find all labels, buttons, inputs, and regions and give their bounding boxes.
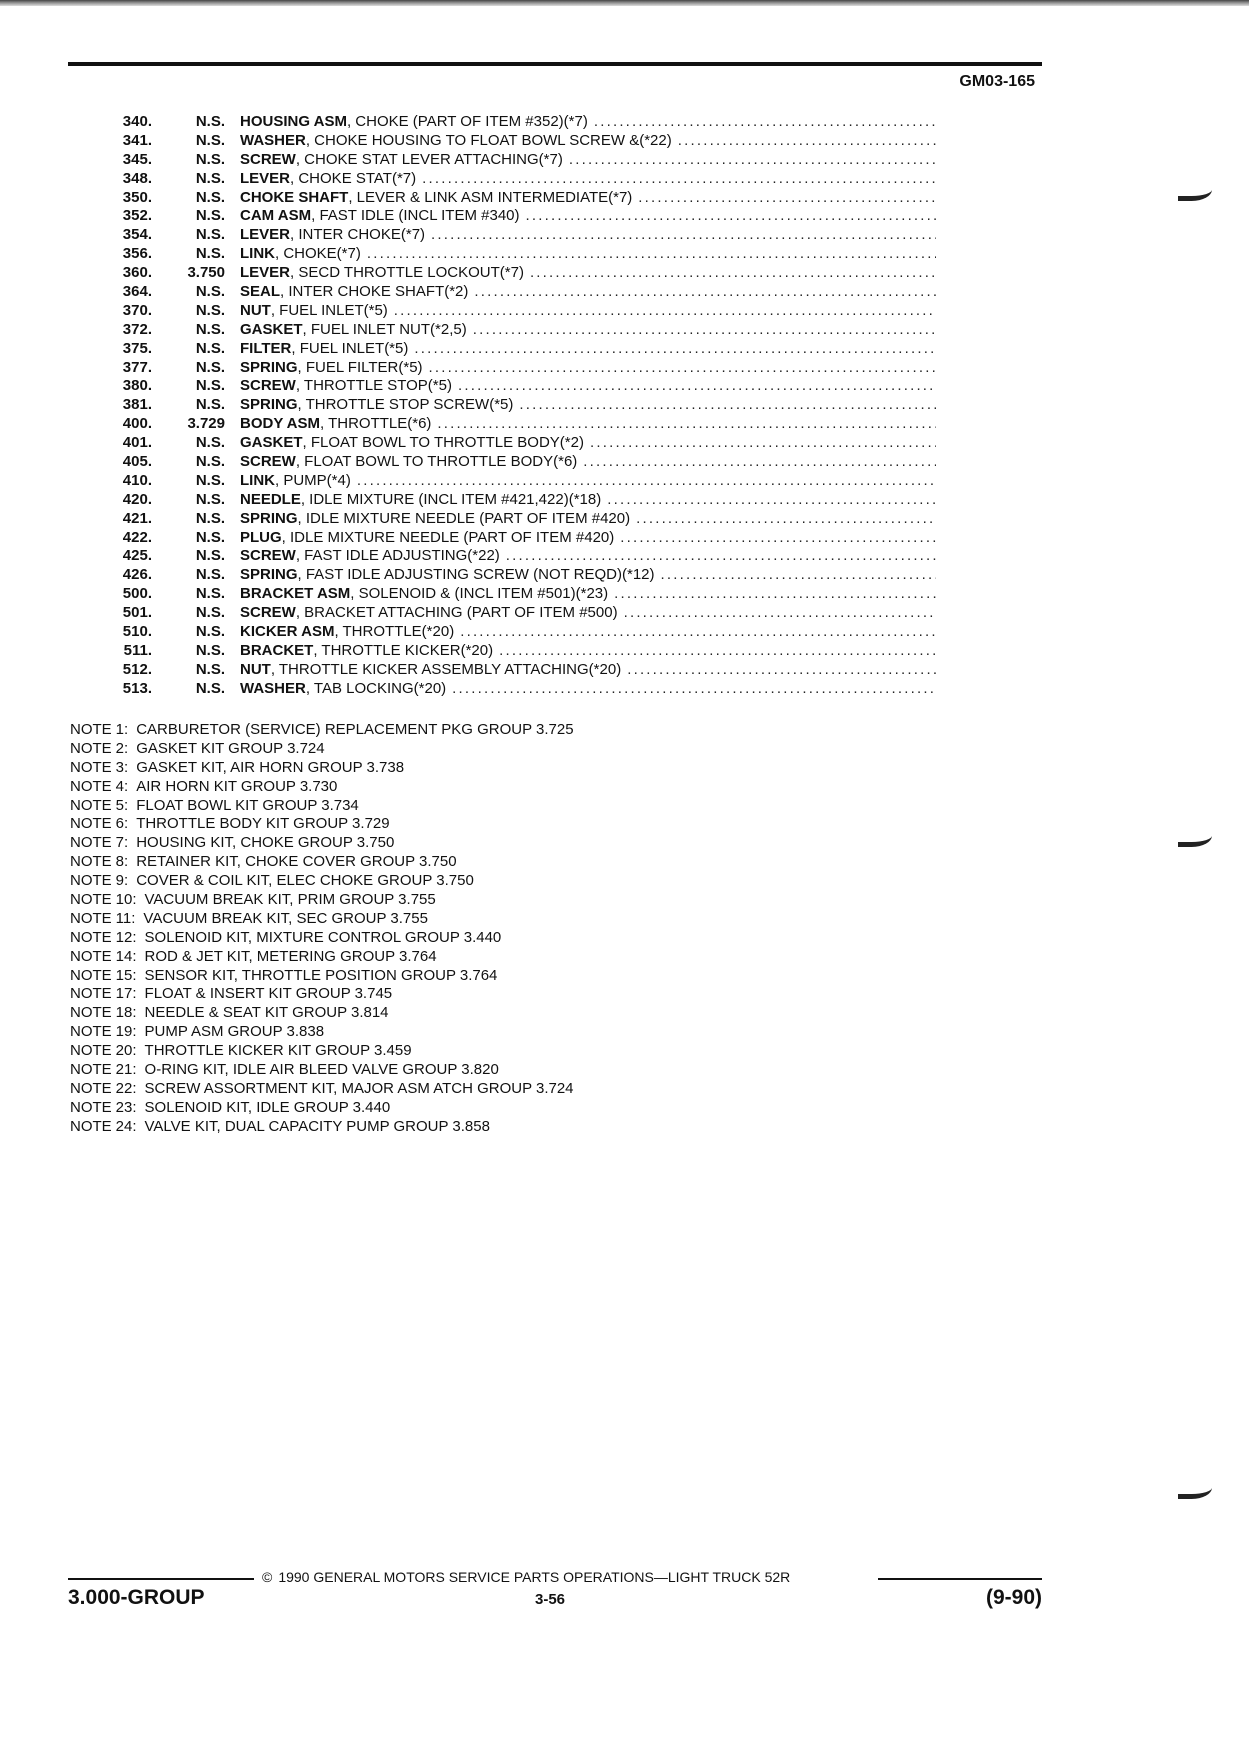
note-row [70, 778, 870, 797]
note-number: 20: [115, 1042, 137, 1060]
part-name: SCREW [240, 604, 296, 622]
part-group: N.S. [195, 604, 225, 622]
part-row [100, 510, 936, 529]
note-label: NOTE [70, 815, 112, 833]
part-row [100, 226, 936, 245]
note-text: HOUSING KIT, CHOKE GROUP 3.750 [136, 834, 395, 852]
note-number: 10: [115, 891, 137, 909]
part-number: 360. [122, 264, 152, 282]
scan-edge [0, 0, 1249, 6]
part-number: 356. [122, 245, 152, 263]
note-number: 18: [115, 1004, 137, 1022]
footer-date: (9-90) [985, 1586, 1042, 1609]
note-number: 3: [115, 758, 129, 776]
part-number: 511. [123, 641, 152, 659]
part-name: BRACKET [240, 641, 314, 659]
part-number: 354. [122, 226, 152, 244]
dot-leader [367, 245, 936, 264]
dot-leader [607, 491, 936, 510]
note-row [70, 759, 870, 778]
part-number: 372. [122, 320, 152, 338]
dot-leader [473, 321, 936, 340]
part-group: N.S. [195, 641, 225, 659]
part-description: , SOLENOID & (INCL ITEM #501)(*23) [350, 585, 609, 603]
note-number: 7: [115, 834, 129, 852]
note-row [70, 872, 870, 891]
part-description: , FAST IDLE (INCL ITEM #340) [311, 207, 520, 225]
part-name: SPRING [240, 396, 298, 414]
part-group: N.S. [195, 207, 225, 225]
part-number: 345. [122, 150, 152, 168]
note-label: NOTE [70, 1079, 112, 1097]
footer-rule-right [878, 1578, 1042, 1580]
dot-leader [422, 170, 936, 189]
part-group: N.S. [195, 358, 225, 376]
note-label: NOTE [70, 1042, 112, 1060]
part-name: GASKET [240, 320, 303, 338]
part-number: 377. [122, 358, 152, 376]
part-name: BODY ASM [240, 415, 321, 433]
binder-hole-mark [1178, 1480, 1212, 1499]
part-group: N.S. [195, 283, 225, 301]
part-number: 400. [122, 415, 152, 433]
part-description: , SECD THROTTLE LOCKOUT(*7) [290, 264, 524, 282]
part-group: N.S. [195, 150, 225, 168]
document-id: GM03-165 [959, 73, 1035, 90]
part-number: 350. [122, 188, 152, 206]
part-group: N.S. [195, 623, 225, 641]
dot-leader [583, 453, 936, 472]
note-row [70, 1080, 870, 1099]
part-description: , THROTTLE STOP SCREW(*5) [297, 396, 514, 414]
note-row [70, 891, 870, 910]
part-number: 426. [122, 566, 152, 584]
footer-rule-left [68, 1578, 254, 1580]
part-number: 501. [122, 604, 152, 622]
part-group: N.S. [195, 131, 225, 149]
part-group: N.S. [195, 377, 225, 395]
part-description: , THROTTLE(*20) [334, 623, 455, 641]
note-label: NOTE [70, 928, 112, 946]
note-number: 5: [115, 796, 129, 814]
part-name: SCREW [240, 150, 296, 168]
part-row [100, 604, 936, 623]
note-number: 21: [115, 1061, 137, 1079]
note-row [70, 1061, 870, 1080]
part-row [100, 189, 936, 208]
part-row [100, 113, 936, 132]
dot-leader [526, 207, 936, 226]
note-text: NEEDLE & SEAT KIT GROUP 3.814 [144, 1004, 389, 1022]
note-label: NOTE [70, 1117, 112, 1135]
part-number: 410. [122, 471, 152, 489]
note-row [70, 967, 870, 986]
part-description: , TAB LOCKING(*20) [305, 679, 447, 697]
part-row [100, 396, 936, 415]
part-name: CHOKE SHAFT [240, 188, 349, 206]
dot-leader [636, 510, 936, 529]
part-name: LEVER [240, 264, 291, 282]
part-description: , THROTTLE(*6) [320, 415, 432, 433]
part-number: 425. [122, 547, 152, 565]
note-text: RETAINER KIT, CHOKE COVER GROUP 3.750 [136, 853, 457, 871]
part-row [100, 661, 936, 680]
part-name: WASHER [240, 131, 306, 149]
part-name: PLUG [240, 528, 282, 546]
note-text: SOLENOID KIT, IDLE GROUP 3.440 [144, 1098, 391, 1116]
part-name: SPRING [240, 509, 298, 527]
part-name: HOUSING ASM [240, 113, 347, 130]
part-group: N.S. [195, 509, 225, 527]
note-label: NOTE [70, 909, 112, 927]
dot-leader [429, 359, 936, 378]
note-label: NOTE [70, 796, 112, 814]
part-description: , INTER CHOKE(*7) [290, 226, 426, 244]
part-description: , BRACKET ATTACHING (PART OF ITEM #500) [295, 604, 618, 622]
note-label: NOTE [70, 985, 112, 1003]
note-number: 8: [115, 853, 129, 871]
part-number: 500. [122, 585, 152, 603]
note-label: NOTE [70, 966, 112, 984]
part-name: SPRING [240, 566, 298, 584]
note-text: FLOAT & INSERT KIT GROUP 3.745 [144, 985, 393, 1003]
part-group: N.S. [195, 471, 225, 489]
part-number: 513. [122, 679, 152, 697]
part-name: NUT [240, 660, 271, 678]
part-row [100, 415, 936, 434]
note-text: GASKET KIT, AIR HORN GROUP 3.738 [136, 758, 405, 776]
dot-leader [638, 189, 936, 208]
note-row [70, 721, 870, 740]
part-group: N.S. [195, 585, 225, 603]
note-number: 12: [115, 928, 137, 946]
dot-leader [594, 113, 936, 132]
note-label: NOTE [70, 1004, 112, 1022]
part-number: 421. [122, 509, 152, 527]
part-description: , CHOKE (PART OF ITEM #352)(*7) [346, 113, 588, 130]
part-group: N.S. [195, 320, 225, 338]
note-row [70, 985, 870, 1004]
part-group: N.S. [195, 566, 225, 584]
part-name: SCREW [240, 377, 296, 395]
part-group: N.S. [195, 339, 225, 357]
note-label: NOTE [70, 1098, 112, 1116]
dot-leader [460, 623, 936, 642]
note-row [70, 1004, 870, 1023]
note-number: 15: [115, 966, 137, 984]
note-text: SENSOR KIT, THROTTLE POSITION GROUP 3.764 [144, 966, 498, 984]
part-group: N.S. [195, 453, 225, 471]
dot-leader [437, 415, 936, 434]
dot-leader [620, 529, 936, 548]
note-label: NOTE [70, 1061, 112, 1079]
part-row [100, 207, 936, 226]
note-text: THROTTLE KICKER KIT GROUP 3.459 [144, 1042, 412, 1060]
part-description: , FAST IDLE ADJUSTING SCREW (NOT REQD)(*12) [297, 566, 655, 584]
part-name: NEEDLE [240, 490, 301, 508]
part-number: 381. [122, 396, 152, 414]
note-text: GASKET KIT GROUP 3.724 [136, 739, 325, 757]
note-text: O-RING KIT, IDLE AIR BLEED VALVE GROUP 3.820 [144, 1061, 499, 1079]
part-description: , FUEL INLET NUT(*2,5) [302, 320, 467, 338]
part-group: N.S. [195, 113, 225, 130]
part-description: , FLOAT BOWL TO THROTTLE BODY(*6) [295, 453, 578, 471]
part-number: 510. [122, 623, 152, 641]
part-row [100, 245, 936, 264]
part-description: , THROTTLE STOP(*5) [295, 377, 452, 395]
part-description: , CHOKE HOUSING TO FLOAT BOWL SCREW &(*22) [305, 131, 672, 149]
note-label: NOTE [70, 1023, 112, 1041]
part-row [100, 283, 936, 302]
note-number: 2: [115, 739, 129, 757]
note-number: 24: [115, 1117, 137, 1135]
part-group: N.S. [195, 679, 225, 697]
dot-leader [474, 283, 936, 302]
note-row [70, 948, 870, 967]
part-name: LINK [240, 245, 275, 263]
note-label: NOTE [70, 853, 112, 871]
note-text: THROTTLE BODY KIT GROUP 3.729 [136, 815, 390, 833]
notes-list [70, 721, 870, 1137]
part-row [100, 642, 936, 661]
part-description: , FUEL INLET(*5) [291, 339, 409, 357]
dot-leader [519, 396, 936, 415]
part-name: NUT [240, 301, 271, 319]
note-number: 17: [115, 985, 137, 1003]
note-row [70, 853, 870, 872]
part-number: 405. [122, 453, 152, 471]
binder-hole-mark [1178, 182, 1212, 201]
note-row [70, 815, 870, 834]
note-label: NOTE [70, 834, 112, 852]
copyright-symbol: © [262, 1569, 273, 1585]
note-number: 11: [115, 909, 136, 927]
part-row [100, 585, 936, 604]
part-number: 348. [122, 169, 152, 187]
note-text: PUMP ASM GROUP 3.838 [144, 1023, 325, 1041]
part-row [100, 359, 936, 378]
part-number: 352. [122, 207, 152, 225]
part-row [100, 321, 936, 340]
dot-leader [499, 642, 936, 661]
note-label: NOTE [70, 777, 112, 795]
note-number: 1: [115, 721, 129, 738]
note-text: FLOAT BOWL KIT GROUP 3.734 [136, 796, 359, 814]
note-number: 4: [115, 777, 129, 795]
part-name: SCREW [240, 547, 296, 565]
part-group: N.S. [195, 396, 225, 414]
note-number: 9: [115, 872, 129, 890]
note-number: 6: [115, 815, 129, 833]
part-description: , PUMP(*4) [275, 471, 351, 489]
note-text: SOLENOID KIT, MIXTURE CONTROL GROUP 3.440 [144, 928, 502, 946]
part-row [100, 529, 936, 548]
part-description: , FAST IDLE ADJUSTING(*22) [295, 547, 500, 565]
part-group: 3.750 [187, 264, 225, 282]
part-description: , CHOKE STAT LEVER ATTACHING(*7) [295, 150, 563, 168]
part-name: FILTER [240, 339, 292, 357]
note-number: 22: [115, 1079, 137, 1097]
part-number: 422. [122, 528, 152, 546]
note-number: 19: [115, 1023, 137, 1041]
part-description: , THROTTLE KICKER ASSEMBLY ATTACHING(*20) [270, 660, 622, 678]
part-number: 380. [122, 377, 152, 395]
part-row [100, 302, 936, 321]
part-number: 401. [122, 434, 152, 452]
part-name: KICKER ASM [240, 623, 335, 641]
part-description: , CHOKE STAT(*7) [290, 169, 417, 187]
note-row [70, 797, 870, 816]
note-text: VACUUM BREAK KIT, PRIM GROUP 3.755 [144, 891, 436, 909]
part-name: LEVER [240, 169, 291, 187]
part-row [100, 132, 936, 151]
part-group: N.S. [195, 528, 225, 546]
part-description: , INTER CHOKE SHAFT(*2) [280, 283, 469, 301]
note-label: NOTE [70, 947, 112, 965]
dot-leader [569, 151, 936, 170]
part-group: N.S. [195, 490, 225, 508]
dot-leader [414, 340, 936, 359]
part-row [100, 264, 936, 283]
dot-leader [627, 661, 936, 680]
part-description: , FUEL INLET(*5) [270, 301, 388, 319]
part-description: , CHOKE(*7) [275, 245, 361, 263]
part-row [100, 170, 936, 189]
dot-leader [431, 226, 936, 245]
part-name: LEVER [240, 226, 291, 244]
binder-hole-mark [1178, 828, 1212, 847]
copyright-line [262, 1569, 872, 1585]
note-row [70, 910, 870, 929]
dot-leader [506, 547, 936, 566]
part-description: , FLOAT BOWL TO THROTTLE BODY(*2) [302, 434, 584, 452]
note-text: VACUUM BREAK KIT, SEC GROUP 3.755 [143, 909, 428, 927]
note-text: SCREW ASSORTMENT KIT, MAJOR ASM ATCH GROUP 3.724 [144, 1079, 574, 1097]
page-number: 3-56 [535, 1591, 566, 1608]
part-name: LINK [240, 471, 275, 489]
note-label: NOTE [70, 758, 112, 776]
note-row [70, 1042, 870, 1061]
note-row [70, 929, 870, 948]
part-group: N.S. [195, 245, 225, 263]
note-row [70, 740, 870, 759]
part-row [100, 340, 936, 359]
dot-leader [678, 132, 936, 151]
part-description: , IDLE MIXTURE NEEDLE (PART OF ITEM #420) [281, 528, 615, 546]
part-group: 3.729 [187, 415, 225, 433]
part-name: SCREW [240, 453, 296, 471]
part-group: N.S. [195, 301, 225, 319]
note-label: NOTE [70, 872, 112, 890]
part-number: 364. [122, 283, 152, 301]
part-name: BRACKET ASM [240, 585, 351, 603]
part-description: , LEVER & LINK ASM INTERMEDIATE(*7) [348, 188, 633, 206]
note-label: NOTE [70, 739, 112, 757]
part-name: SPRING [240, 358, 298, 376]
part-number: 370. [122, 301, 152, 319]
dot-leader [458, 377, 936, 396]
note-row [70, 1099, 870, 1118]
part-number: 341. [122, 131, 152, 149]
part-name: GASKET [240, 434, 303, 452]
dot-leader [590, 434, 936, 453]
part-row [100, 623, 936, 642]
part-row [100, 472, 936, 491]
part-row [100, 434, 936, 453]
note-label: NOTE [70, 721, 112, 738]
part-group: N.S. [195, 169, 225, 187]
dot-leader [357, 472, 936, 491]
part-number: 420. [122, 490, 152, 508]
note-text: COVER & COIL KIT, ELEC CHOKE GROUP 3.750 [136, 872, 474, 890]
part-row [100, 566, 936, 585]
dot-leader [661, 566, 936, 585]
part-group: N.S. [195, 547, 225, 565]
note-text: AIR HORN KIT GROUP 3.730 [136, 777, 338, 795]
part-row [100, 453, 936, 472]
dot-leader [530, 264, 936, 283]
part-group: N.S. [195, 188, 225, 206]
parts-list [100, 113, 936, 699]
part-row [100, 377, 936, 396]
note-row [70, 1118, 870, 1137]
note-text: VALVE KIT, DUAL CAPACITY PUMP GROUP 3.858 [144, 1117, 490, 1135]
note-label: NOTE [70, 891, 112, 909]
part-row [100, 491, 936, 510]
part-description: , THROTTLE KICKER(*20) [313, 641, 494, 659]
part-group: N.S. [195, 660, 225, 678]
part-number: 375. [122, 339, 152, 357]
note-row [70, 1023, 870, 1042]
part-name: WASHER [240, 679, 306, 697]
note-number: 23: [115, 1098, 137, 1116]
dot-leader [624, 604, 936, 623]
footer-group: 3.000-GROUP [68, 1586, 205, 1609]
part-group: N.S. [195, 434, 225, 452]
part-group: N.S. [195, 226, 225, 244]
copyright-text: 1990 GENERAL MOTORS SERVICE PARTS OPERATIONS—LIGHT TRUCK 52R [278, 1569, 791, 1585]
note-number: 14: [115, 947, 137, 965]
dot-leader [614, 585, 936, 604]
dot-leader [394, 302, 936, 321]
part-description: , FUEL FILTER(*5) [297, 358, 423, 376]
part-number: 340. [122, 113, 152, 130]
part-row [100, 547, 936, 566]
part-name: SEAL [240, 283, 281, 301]
note-row [70, 834, 870, 853]
part-description: , IDLE MIXTURE (INCL ITEM #421,422)(*18) [300, 490, 602, 508]
part-number: 512. [122, 660, 152, 678]
part-description: , IDLE MIXTURE NEEDLE (PART OF ITEM #420) [297, 509, 631, 527]
note-text: ROD & JET KIT, METERING GROUP 3.764 [144, 947, 437, 965]
note-text: CARBURETOR (SERVICE) REPLACEMENT PKG GROUP 3.725 [136, 721, 574, 738]
part-row [100, 680, 936, 699]
part-name: CAM ASM [240, 207, 312, 225]
part-row [100, 151, 936, 170]
header-rule [68, 62, 1042, 66]
dot-leader [452, 680, 936, 699]
